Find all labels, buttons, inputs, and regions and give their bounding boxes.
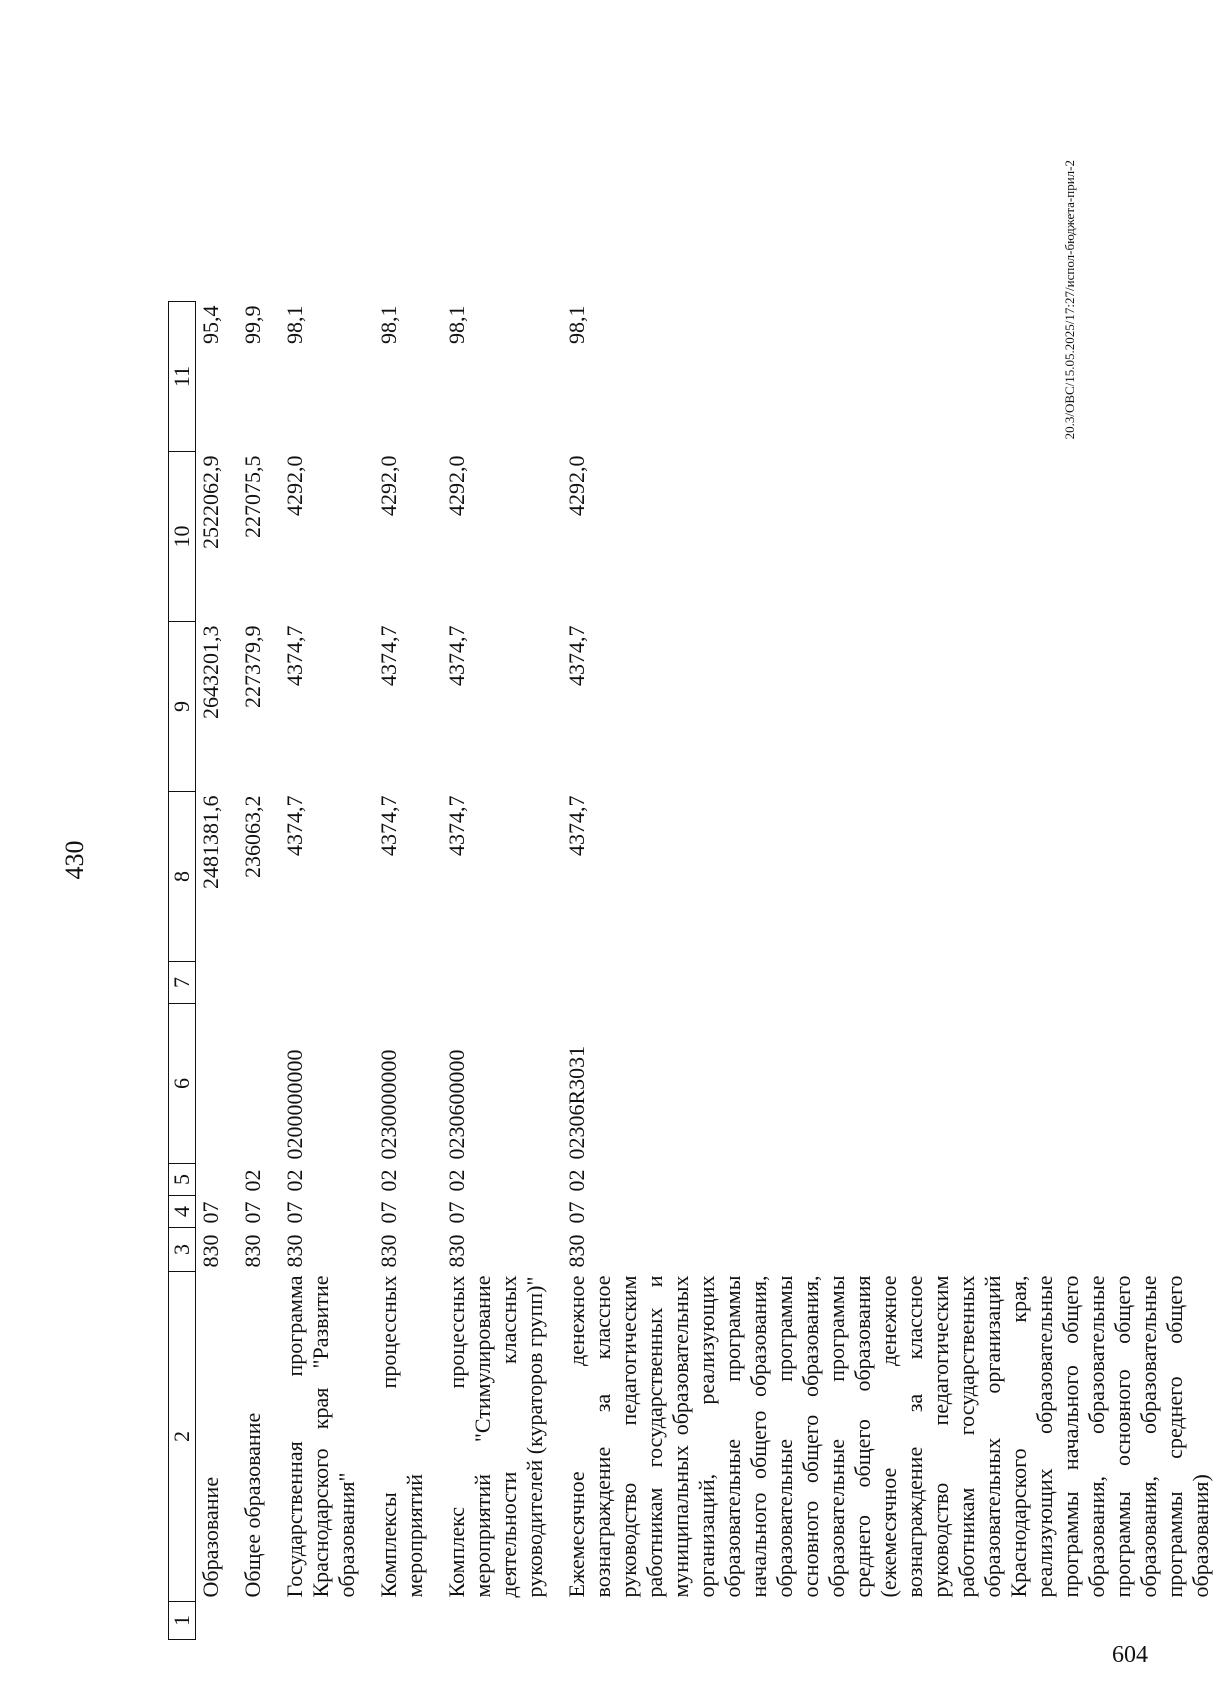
cell-col3: 830 (564, 1234, 589, 1268)
header-row (169, 302, 196, 1640)
cell-col9: 4374,7 (376, 625, 401, 686)
rotated-content (0, 160, 1213, 1640)
cell-col11: 99,9 (240, 305, 265, 344)
header-cell-4: 4 (169, 1196, 196, 1228)
cell-col5: 02 (564, 1169, 589, 1192)
cell-col9: 4374,7 (564, 625, 589, 686)
cell-col9: 4374,7 (444, 625, 469, 686)
row-name: Комплексы процессных мероприятий (376, 1275, 427, 1598)
footer-code: 20.3/ОВС/15.05.2025/17:27/испол-бюджета-прил-2 (1062, 160, 1077, 440)
row-name: Комплекс процессных мероприятий "Стимулирование деятельности классных руководителей (кураторов групп)" (444, 1275, 547, 1598)
cell-col3: 830 (240, 1234, 265, 1268)
cell-col5: 02 (282, 1169, 307, 1192)
cell-col5: 02 (376, 1169, 401, 1192)
cell-col9: 2643201,3 (198, 625, 223, 719)
cell-col5: 02 (240, 1169, 265, 1192)
sheet-number: 604 (1112, 1642, 1148, 1668)
cell-col3: 830 (198, 1234, 223, 1268)
cell-col5: 02 (444, 1169, 469, 1192)
cell-col8: 4374,7 (444, 795, 469, 856)
cell-col3: 830 (444, 1234, 469, 1268)
header-cell-1: 1 (169, 1602, 196, 1640)
cell-col5 (196, 1164, 239, 1196)
cell-col10: 2522062,9 (198, 455, 223, 549)
cell-col4: 07 (444, 1201, 469, 1224)
cell-col7 (238, 962, 280, 1004)
page-number: 430 (60, 840, 89, 880)
header-cell-5: 5 (169, 1164, 196, 1196)
row-name: Государственная программа Краснодарского края "Развитие образования" (282, 1275, 359, 1598)
cell-col11: 98,1 (282, 305, 307, 344)
table-row (196, 302, 239, 1640)
cell-col4: 07 (198, 1201, 223, 1224)
table-row (374, 302, 442, 1640)
cell-col1 (374, 1602, 442, 1640)
cell-col6: 02306R3031 (564, 1045, 589, 1160)
cell-col6: 0230600000 (444, 1049, 469, 1160)
cell-col6: 0200000000 (282, 1049, 307, 1160)
cell-col4: 07 (376, 1201, 401, 1224)
cell-col1 (238, 1602, 280, 1640)
row-name: Образование (198, 1476, 223, 1598)
cell-col4: 07 (240, 1201, 265, 1224)
header-cell-3: 3 (169, 1228, 196, 1272)
table-row (442, 302, 562, 1640)
header-cell-9: 9 (169, 622, 196, 792)
cell-col8: 2481381,6 (198, 795, 223, 889)
table-row (238, 302, 280, 1640)
table-row (280, 302, 374, 1640)
cell-col1 (442, 1602, 562, 1640)
cell-col1 (562, 1602, 1228, 1640)
cell-col7 (562, 962, 1228, 1004)
cell-col8: 4374,7 (376, 795, 401, 856)
header-cell-7: 7 (169, 962, 196, 1004)
cell-col6 (196, 1004, 239, 1164)
row-name: Общее образование (240, 1412, 265, 1598)
header-cell-10: 10 (169, 452, 196, 622)
row-name: Ежемесячное денежное вознаграждение за классное руководство педагогическим работникам государственных и муниципальных образовательных организаций, реализующих образовательные программы начального общего образования, образовательные программы основного общего образования, образовательные программы среднего общего образования (ежемесячное денежное вознаграждение за классное руководство педагогическим работникам государственных образовательных организаций Краснодарского края, реализующих образовательные программы начального общего образования, образовательные программы основного общего образования, образовательные программы среднего общего образования) (564, 1275, 1213, 1598)
cell-col3: 830 (376, 1234, 401, 1268)
cell-col10: 4292,0 (282, 455, 307, 516)
cell-col4: 07 (564, 1201, 589, 1224)
cell-col3: 830 (282, 1234, 307, 1268)
cell-col7 (196, 962, 239, 1004)
header-cell-11: 11 (169, 302, 196, 452)
cell-col9: 4374,7 (282, 625, 307, 686)
cell-col6 (238, 1004, 280, 1164)
cell-col11: 98,1 (376, 305, 401, 344)
cell-col8: 4374,7 (282, 795, 307, 856)
header-cell-8: 8 (169, 792, 196, 962)
header-cell-2: 2 (169, 1272, 196, 1602)
cell-col4: 07 (282, 1201, 307, 1224)
cell-col10: 4292,0 (444, 455, 469, 516)
cell-col7 (374, 962, 442, 1004)
cell-col8: 4374,7 (564, 795, 589, 856)
cell-col11: 98,1 (564, 305, 589, 344)
header-cell-6: 6 (169, 1004, 196, 1164)
cell-col7 (442, 962, 562, 1004)
cell-col1 (280, 1602, 374, 1640)
cell-col6: 0230000000 (376, 1049, 401, 1160)
cell-col11: 95,4 (198, 305, 223, 344)
table-row (562, 302, 1228, 1640)
cell-col10: 227075,5 (240, 455, 265, 538)
cell-col1 (196, 1602, 239, 1640)
cell-col9: 227379,9 (240, 625, 265, 708)
cell-col10: 4292,0 (564, 455, 589, 516)
cell-col10: 4292,0 (376, 455, 401, 516)
cell-col7 (280, 962, 374, 1004)
cell-col8: 236063,2 (240, 795, 265, 878)
cell-col11: 98,1 (444, 305, 469, 344)
